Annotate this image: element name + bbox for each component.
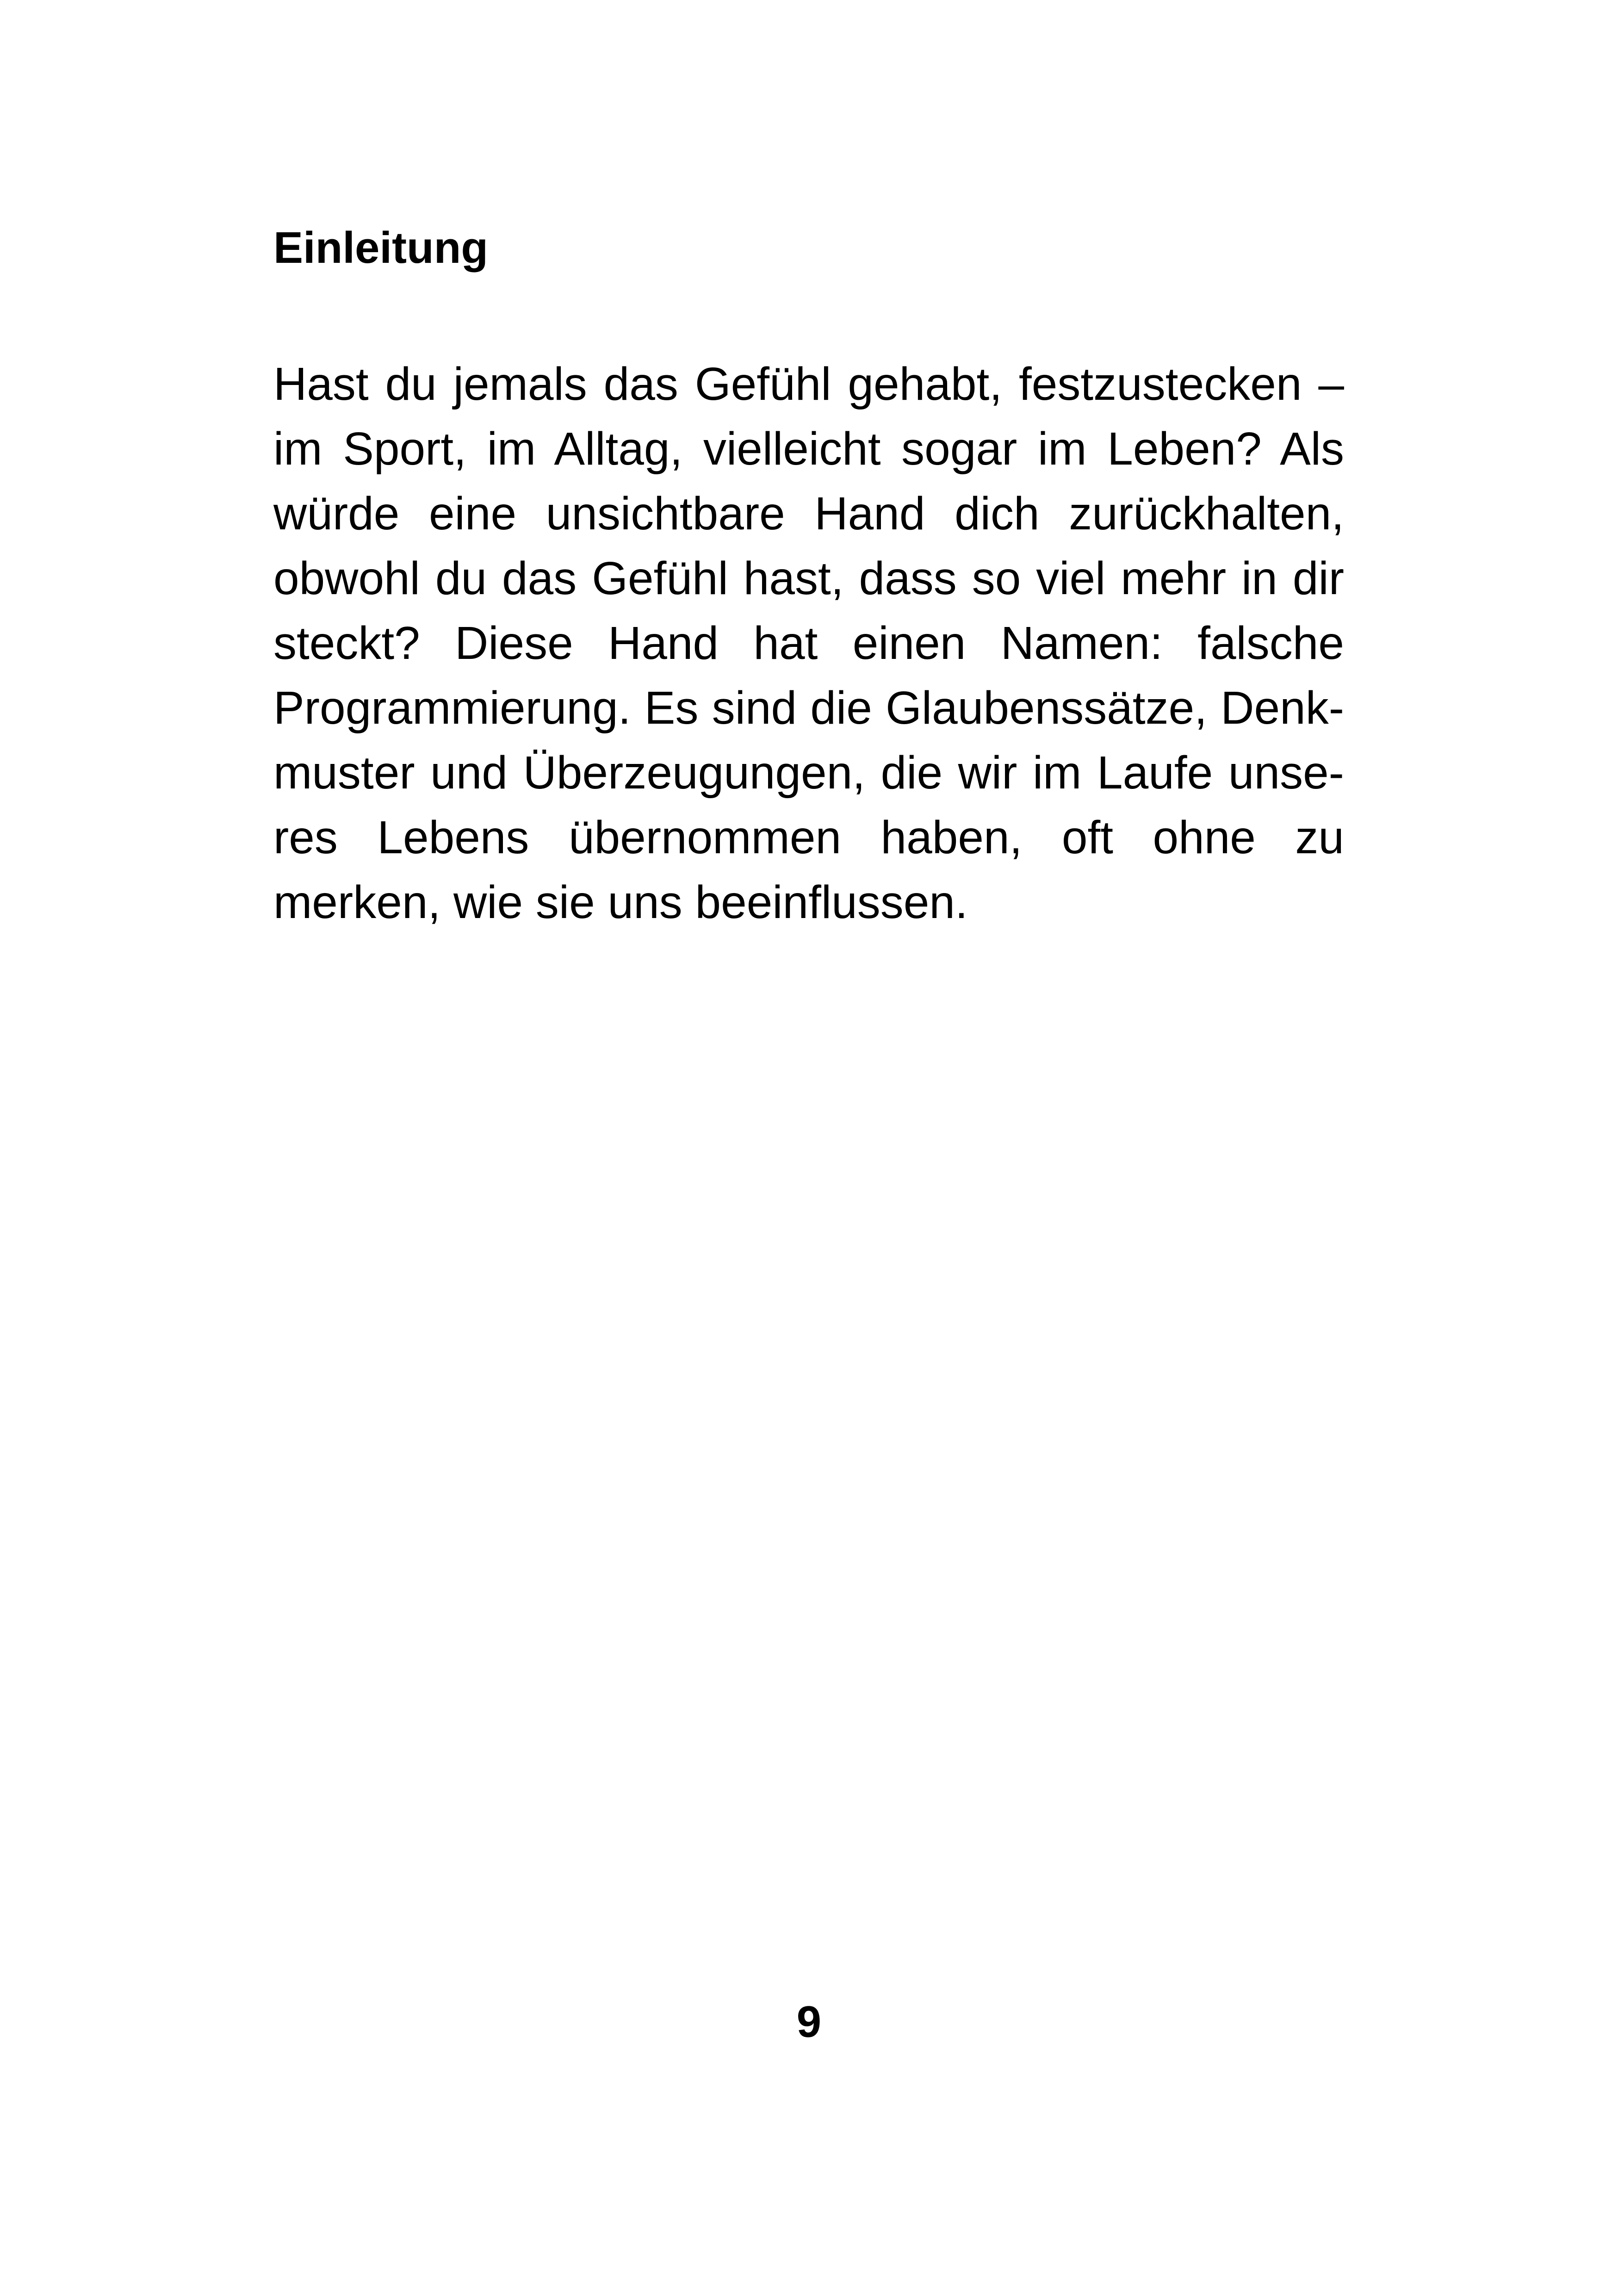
paragraph-line: obwohl du das Gefühl hast, dass so viel mehr in dir	[273, 552, 1344, 604]
paragraph-line: steckt? Diese Hand hat einen Namen: falsche	[273, 617, 1344, 669]
chapter-heading: Einleitung	[273, 223, 488, 273]
paragraph-line: Programmierung. Es sind die Glaubenssätze, Denk-	[273, 682, 1344, 734]
paragraph-line: res Lebens übernommen haben, oft ohne zu	[273, 812, 1344, 863]
page-number: 9	[796, 1997, 822, 2047]
paragraph-line: merken, wie sie uns beeinflussen.	[273, 876, 968, 928]
paragraph-line: im Sport, im Alltag, vielleicht sogar im Leben? Als	[273, 423, 1344, 475]
paragraph-line: Hast du jemals das Gefühl gehabt, festzustecken –	[273, 358, 1344, 410]
paragraph-line: muster und Überzeugungen, die wir im Laufe unse-	[273, 747, 1344, 799]
paragraph-line: würde eine unsichtbare Hand dich zurückhalten,	[273, 488, 1344, 540]
body-paragraph	[273, 352, 1344, 935]
